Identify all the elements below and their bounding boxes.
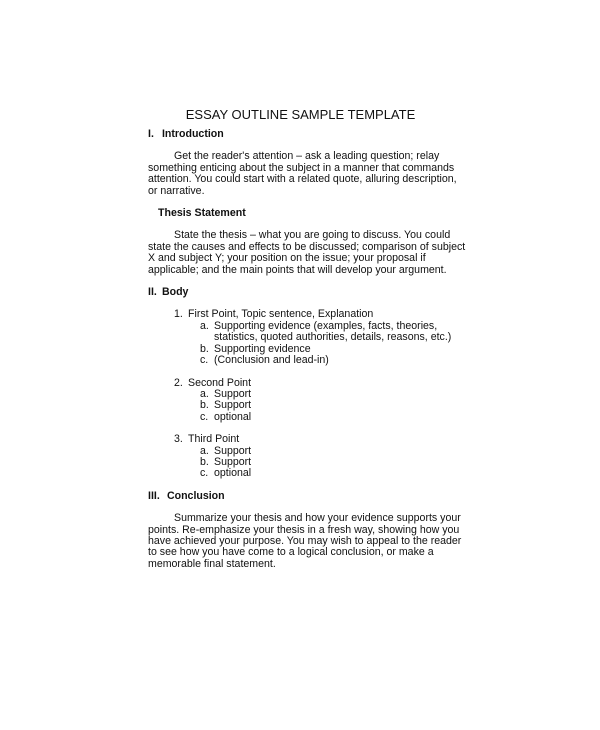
list-item (200, 321, 468, 344)
item-letter: b. (200, 399, 209, 412)
item-letter: b. (200, 455, 209, 468)
section-title: Body (161, 286, 189, 299)
point-label: Third Point (188, 433, 240, 446)
item-text: Support (214, 444, 252, 457)
point-number: 2. (174, 376, 183, 389)
item-text: Support (214, 455, 252, 468)
conclusion-paragraph: Summarize your thesis and how your evidence supports your points. Re-emphasize your thesis in a fresh way, showing how you have achieved your purpose. You may wish to appeal to the reader to see how you have come to a logical conclusion, or make a memorable final statement. (148, 512, 462, 570)
item-letter: c. (200, 467, 209, 480)
thesis-paragraph: State the thesis – what you are going to discuss. You could state the causes and effects to be discussed; comparison of subject X and subject Y; your position on the issue; your proposal if applicable; and the main points that will develop your argument. (148, 229, 466, 276)
body-point-2 (148, 378, 468, 424)
page-title: ESSAY OUTLINE SAMPLE TEMPLATE (185, 107, 416, 122)
body-point-1 (148, 309, 468, 366)
list-item (200, 400, 468, 411)
item-text: optional (214, 410, 252, 423)
section-title: Introduction (161, 128, 224, 140)
item-text: Support (214, 399, 252, 412)
list-item (200, 355, 468, 366)
item-text: Support (214, 387, 252, 400)
item-text: Supporting evidence (214, 342, 311, 355)
item-letter: a. (200, 387, 209, 400)
document-content (148, 107, 468, 581)
list-item (200, 468, 468, 479)
point-items (200, 389, 468, 423)
point-items (200, 446, 468, 480)
item-text: (Conclusion and lead-in) (214, 354, 329, 367)
section-number: I. (148, 128, 154, 140)
point-number: 1. (174, 308, 183, 321)
item-letter: c. (200, 354, 209, 367)
list-item (200, 412, 468, 423)
body-point-3 (148, 434, 468, 480)
point-items (200, 321, 468, 367)
item-letter: a. (200, 444, 209, 457)
point-number: 3. (174, 433, 183, 446)
item-text: optional (214, 467, 252, 480)
introduction-paragraph: Get the reader's attention – ask a leading question; relay something enticing about the subject in a manner that commands attention. You could start with a related quote, alluring description, or narrative. (148, 150, 457, 197)
section-number: II. (148, 286, 157, 299)
section-number: III. (148, 489, 160, 502)
section-heading-introduction (148, 129, 468, 140)
section-title: Conclusion (166, 489, 225, 502)
section-heading-body (148, 287, 468, 298)
section-heading-conclusion (148, 491, 468, 502)
item-letter: c. (200, 410, 209, 423)
point-label: Second Point (188, 376, 252, 389)
point-heading (174, 434, 468, 445)
item-letter: a. (200, 319, 209, 332)
point-label: First Point, Topic sentence, Explanation (188, 308, 374, 321)
item-letter: b. (200, 342, 209, 355)
thesis-statement-heading: Thesis Statement (158, 207, 246, 220)
item-text: Supporting evidence (examples, facts, theories, statistics, quoted authorities, details, reasons, etc.) (214, 319, 452, 344)
